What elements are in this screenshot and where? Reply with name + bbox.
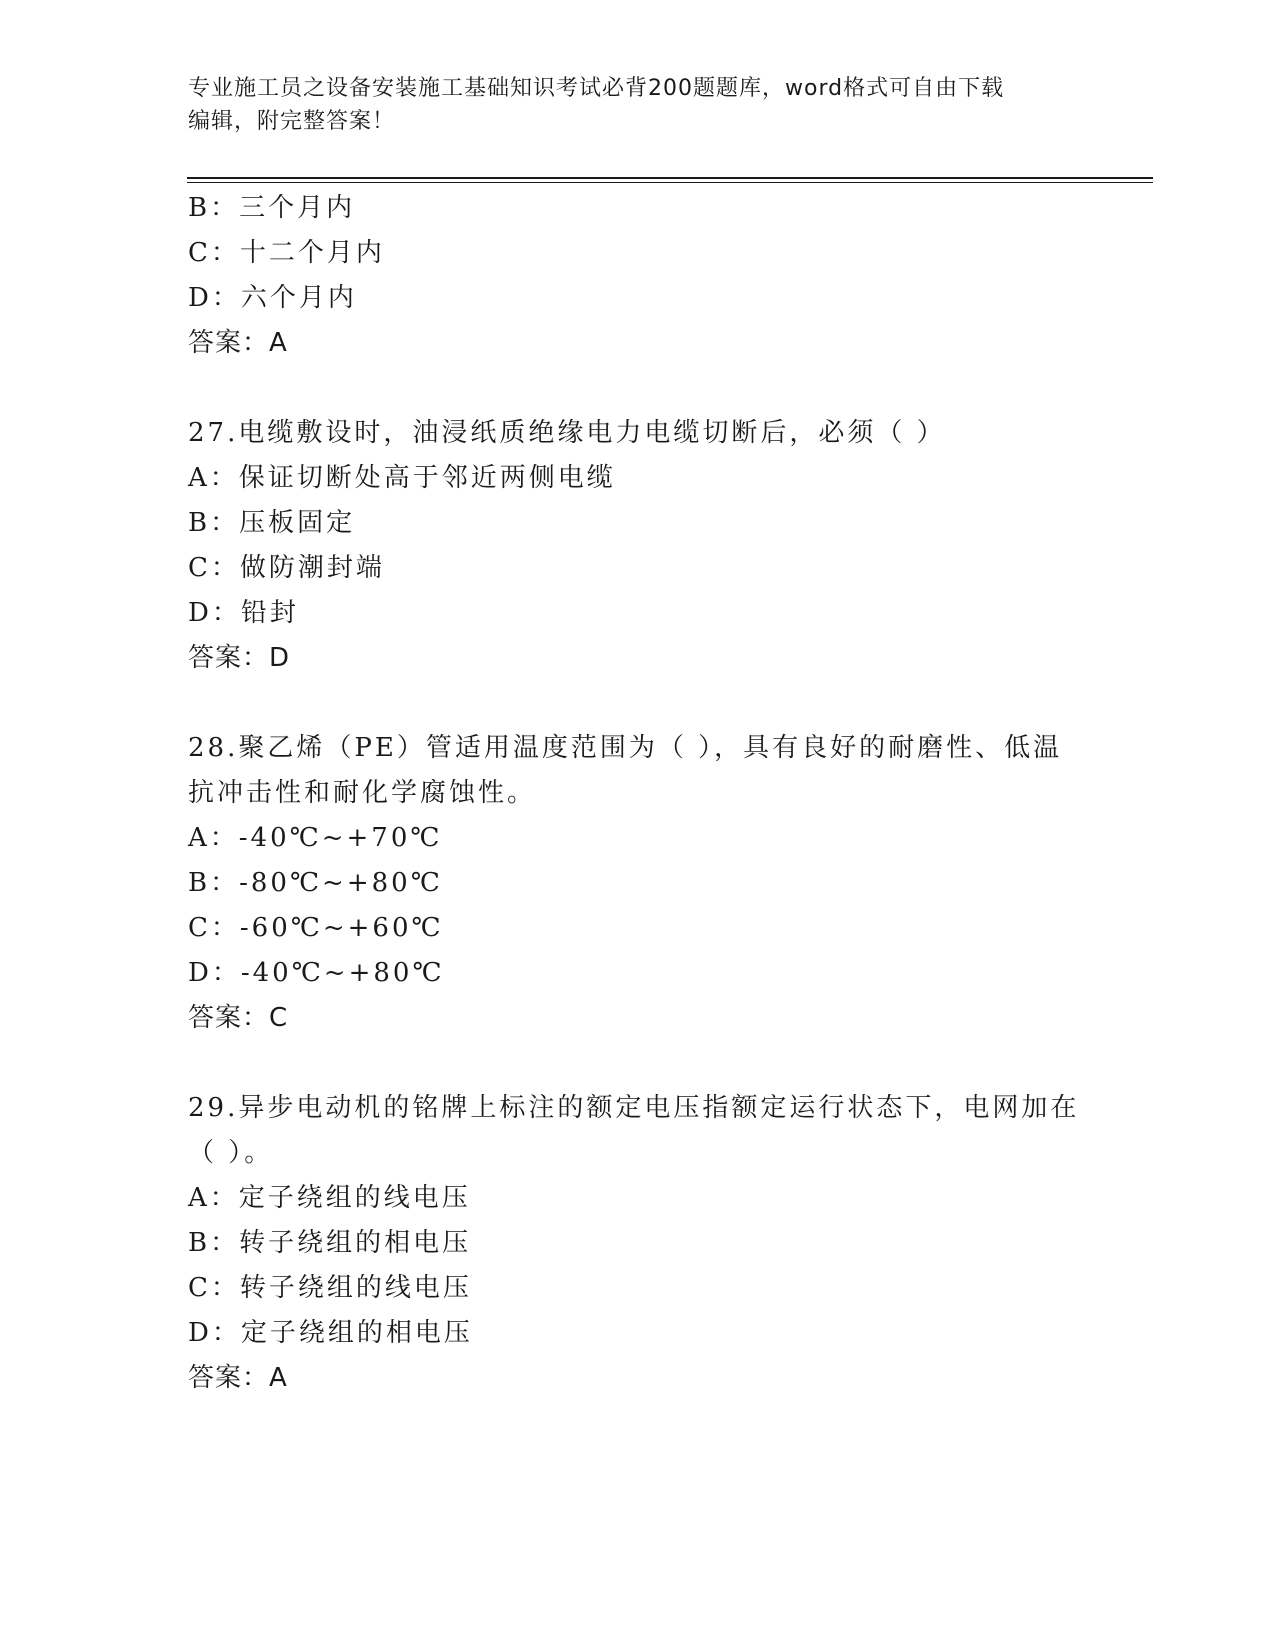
q27-option-c: C：做防潮封端 (188, 553, 385, 583)
page-header (188, 72, 1068, 138)
q29-option-a: A：定子绕组的线电压 (188, 1183, 471, 1213)
q26-option-b: B：三个月内 (188, 193, 356, 223)
q28-option-a: A：-40℃~+70℃ (188, 823, 443, 853)
q29-question-line-1: 29.异步电动机的铭牌上标注的额定电压指额定运行状态下，电网加在 (188, 1093, 1080, 1123)
header-divider-thick (187, 177, 1153, 179)
q28-option-d: D：-40℃~+80℃ (188, 958, 445, 988)
q28-answer: 答案：C (188, 1003, 289, 1033)
header-line-1: 专业施工员之设备安装施工基础知识考试必背200题题库，word格式可自由下载 (188, 76, 1005, 101)
q28-option-c: C：-60℃~+60℃ (188, 913, 444, 943)
q26-answer: 答案：A (188, 328, 288, 358)
q27-option-b: B：压板固定 (188, 508, 356, 538)
q27-option-a: A：保证切断处高于邻近两侧电缆 (188, 463, 616, 493)
q28-question-line-1: 28.聚乙烯（PE）管适用温度范围为（ ），具有良好的耐磨性、低温 (188, 733, 1063, 763)
q29-question-line-2: （ ）。 (188, 1138, 274, 1168)
q27-option-d: D：铅封 (188, 598, 299, 628)
q29-answer: 答案：A (188, 1363, 288, 1393)
q29-option-b: B：转子绕组的相电压 (188, 1228, 472, 1258)
q26-option-c: C：十二个月内 (188, 238, 385, 268)
q29-option-d: D：定子绕组的相电压 (188, 1318, 473, 1348)
header-line-2: 编辑，附完整答案！ (188, 109, 396, 134)
q27-question: 27.电缆敷设时，油浸纸质绝缘电力电缆切断后，必须（ ） (188, 418, 946, 448)
header-divider-thin (187, 182, 1153, 183)
q28-option-b: B：-80℃~+80℃ (188, 868, 443, 898)
q28-question-line-2: 抗冲击性和耐化学腐蚀性。 (188, 778, 537, 808)
q27-answer: 答案：D (188, 643, 291, 673)
q29-option-c: C：转子绕组的线电压 (188, 1273, 472, 1303)
q26-option-d: D：六个月内 (188, 283, 357, 313)
